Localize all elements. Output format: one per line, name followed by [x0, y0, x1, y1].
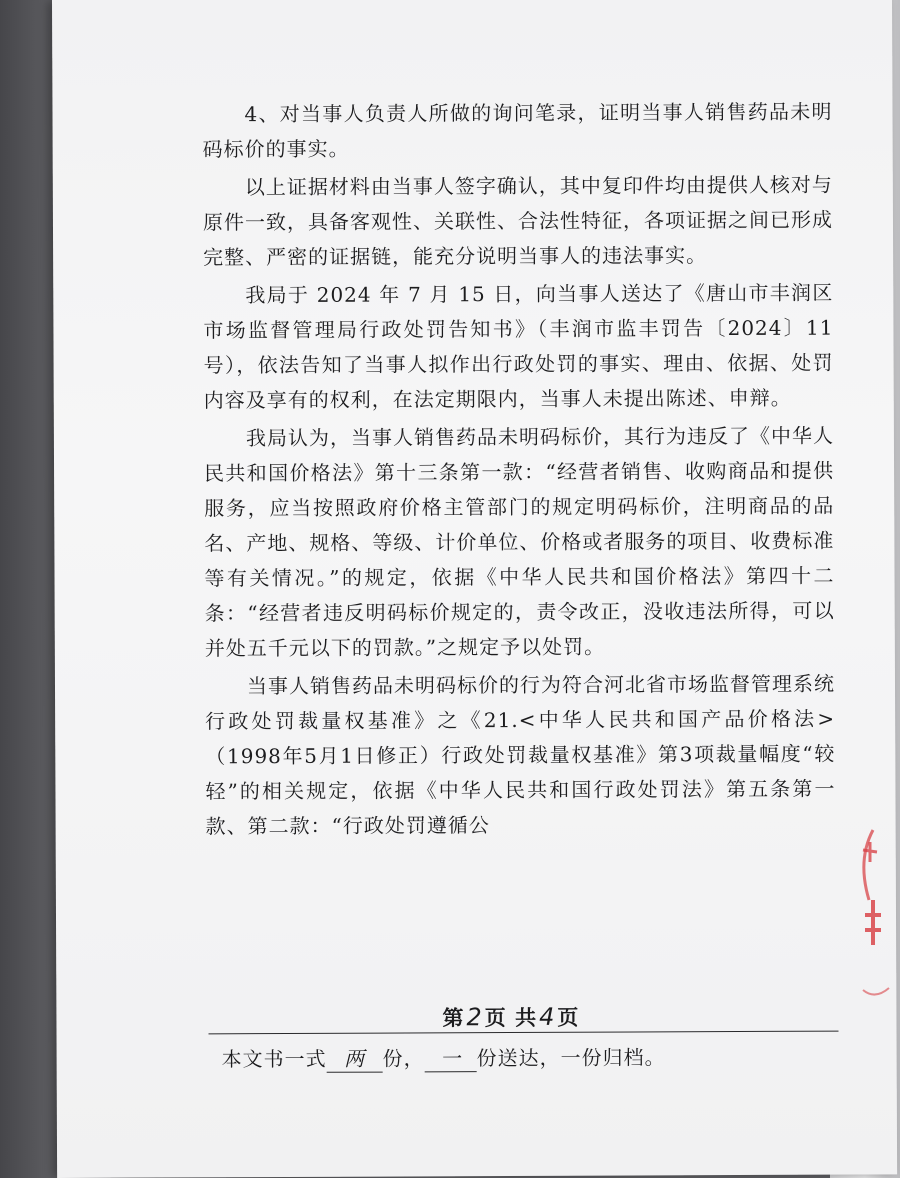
copies-blank: 两	[327, 1043, 383, 1073]
seal-arc	[864, 830, 873, 900]
footer-text-1: 本文书一式	[221, 1046, 327, 1072]
footer-divider	[209, 1031, 839, 1035]
page-number	[442, 1002, 579, 1033]
paragraph-discretion: 当事人销售药品未明码标价的行为符合河北省市场监督管理系统行政处罚裁量权基准》之《21.<中华人民共和国产品价格法>（1998年5月1日修正）行政处罚裁量权基准》第3项裁量幅度“较轻”的相关规定，依据《中华人民共和国行政处罚法》第五条第一款、第二款：“行政处罚遵循公	[205, 671, 836, 839]
page-number-total: 4	[538, 1002, 556, 1031]
page-number-prefix: 第	[442, 1005, 465, 1031]
official-seal-stamp	[855, 820, 900, 1020]
seal-mark-2	[865, 900, 881, 945]
paragraph-evidence-4: 4、对当事人负责人所做的询问笔录，证明当事人销售药品未明码标价的事实。	[202, 99, 833, 162]
paragraph-evidence-summary: 以上证据材料由当事人签字确认，其中复印件均由提供人核对与原件一致，具备客观性、关联性、合法性特征，各项证据之间已形成完整、严密的证据链，能充分说明当事人的违法事实。	[202, 172, 834, 270]
document-body	[202, 95, 835, 848]
footer-text-2: 份，	[382, 1046, 425, 1071]
paragraph-legal-basis: 我局认为，当事人销售药品未明码标价，其行为违反了《中华人民共和国价格法》第十三条第一款：“经营者销售、收购商品和提供服务，应当按照政府价格主管部门的规定明码标价，注明商品的品名、产地、规格、等级、计价单位、价格或者服务的项目、收费标准等有关情况。”的规定，依据《中华人民共和国价格法》第四十二条：“经营者违反明码标价规定的，责令改正，没收违法所得，可以并处五千元以下的罚款。”之规定予以处罚。	[204, 423, 835, 661]
page-number-middle: 页 共	[484, 1004, 538, 1031]
document-page	[52, 0, 897, 1178]
page-number-suffix: 页	[557, 1004, 580, 1030]
paragraph-notice-delivery: 我局于 2024 年 7 月 15 日，向当事人送达了《唐山市丰润区市场监督管理局行政处罚告知书》（丰润市监丰罚告〔2024〕11 号），依法告知了当事人拟作出行政处罚的事实、理由、依据、处罚内容及享有的权利，在法定期限内，当事人未提出陈述、申辩。	[203, 280, 834, 413]
footer-note	[222, 1041, 666, 1073]
footer-text-3: 份送达，一份归档。	[476, 1045, 666, 1071]
delivered-blank: 一	[425, 1042, 477, 1072]
page-number-current: 2	[466, 1003, 483, 1032]
seal-mark-3	[863, 988, 889, 995]
